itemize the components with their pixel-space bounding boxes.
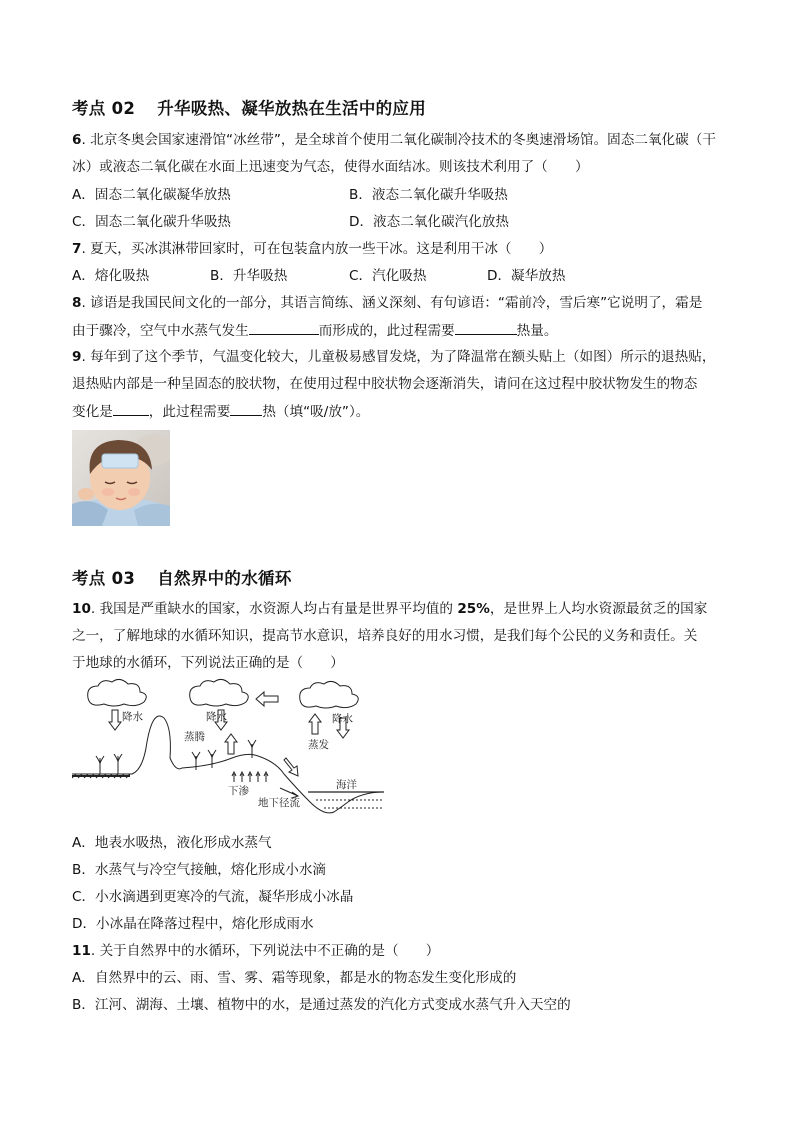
q6-stem-line2: 冰）或液态二氧化碳在水面上迅速变为气态，使得水面结冰。则该技术利用了（ ） [72,159,589,175]
q8-stem-line2: 由于骤冷，空气中水蒸气发生 而形成的，此过程需要 热量。 [72,320,557,341]
q11-stem: 11. 关于自然界中的水循环，下列说法中不正确的是（ ） [72,943,440,959]
q9-stem-line1: 9. 每年到了这个季节，气温变化较大，儿童极易感冒发烧，为了降温常在额头贴上（如图）所示的退热贴， [72,349,716,365]
water-cycle-diagram [72,678,392,828]
q11-number: 11 [72,943,91,959]
q6-option-b[interactable]: B．液态二氧化碳升华吸热 [349,187,508,203]
q10-option-d[interactable]: D．小冰晶在降落过程中，熔化形成雨水 [72,916,314,932]
groundwater-label: 地下径流 [258,797,300,809]
q8-number: 8 [72,295,82,311]
q8-stem-line1: 8. 谚语是我国民间文化的一部分，其语言简练、涵义深刻、有句谚语：“霜前冷，雪后寒”它说明了，霜是 [72,295,703,311]
section-02-heading [72,95,426,119]
q6-stem-line1: 6. 北京冬奥会国家速滑馆“冰丝带”，是全球首个使用二氧化碳制冷技术的冬奥速滑场馆。固态二氧化碳（干 [72,132,716,148]
cloud-icon [190,679,249,706]
q10-option-c[interactable]: C．小水滴遇到更寒冷的气流，凝华形成小冰晶 [72,889,354,905]
q7-option-c[interactable]: C．汽化吸热 [349,268,427,284]
q7-stem: 7. 夏天，买冰淇淋带回家时，可在包装盒内放一些干冰。这是利用干冰（ ） [72,241,553,257]
cloud-icon [300,681,359,708]
q9-stem-line2: 退热贴内部是一种呈固态的胶状物，在使用过程中胶状物会逐渐消失，请问在这过程中胶状物发生的物态 [72,376,698,392]
evaporation-label: 蒸发 [308,739,329,751]
section-03-subtitle: 自然界中的水循环 [157,569,292,588]
q7-option-b[interactable]: B．升华吸热 [210,268,288,284]
rain-label-1: 降水 [122,711,143,723]
q10-stem-line2: 之一，了解地球的水循环知识，提高节水意识，培养良好的用水习惯，是我们每个公民的义务和责任。关 [72,628,698,644]
cloud-icon [88,679,147,706]
q10-number: 10 [72,601,91,617]
section-02-subtitle: 升华吸热、凝华放热在生活中的应用 [157,99,427,118]
infiltration-label: 下渗 [228,785,249,797]
q8-blank-2[interactable] [455,320,517,335]
q10-option-a[interactable]: A．地表水吸热，液化形成水蒸气 [72,835,272,851]
rain-label-2: 降水 [206,711,227,723]
q8-blank-1[interactable] [249,320,319,335]
child-fever-patch-photo [72,430,170,526]
q10-stem-line1: 10. 我国是严重缺水的国家，水资源人均占有量是世界平均值的 25%，是世界上人均水资源最贫乏的国家 [72,601,708,617]
q9-blank-2[interactable] [230,401,262,416]
section-03-heading [72,565,292,589]
section-03-title: 考点 03 [72,569,136,588]
q10-option-b[interactable]: B．水蒸气与冷空气接触，熔化形成小水滴 [72,862,327,878]
q6-option-a[interactable]: A．固态二氧化碳凝华放热 [72,187,231,203]
ocean-label: 海洋 [336,779,357,791]
transpiration-label: 蒸腾 [184,731,205,743]
q6-option-c[interactable]: C．固态二氧化碳升华吸热 [72,214,232,230]
q6-number: 6 [72,132,82,148]
q9-number: 9 [72,349,82,365]
q6-option-d[interactable]: D．液态二氧化碳汽化放热 [349,214,509,230]
q7-option-a[interactable]: A．熔化吸热 [72,268,150,284]
q7-option-d[interactable]: D．凝华放热 [487,268,566,284]
q10-stem-line3: 于地球的水循环，下列说法正确的是（ ） [72,655,344,671]
rain-label-3: 降水 [332,713,353,725]
section-02-title: 考点 02 [72,99,136,118]
q9-blank-1[interactable] [113,401,149,416]
arrow-left-icon [256,692,278,706]
q11-option-a[interactable]: A．自然界中的云、雨、雪、雾、霜等现象，都是水的物态发生变化形成的 [72,970,517,986]
q11-option-b[interactable]: B．江河、湖海、土壤、植物中的水，是通过蒸发的汽化方式变成水蒸气升入天空的 [72,997,571,1013]
q7-number: 7 [72,241,82,257]
q9-stem-line3: 变化是 ，此过程需要 热（填“吸/放”）。 [72,401,369,422]
